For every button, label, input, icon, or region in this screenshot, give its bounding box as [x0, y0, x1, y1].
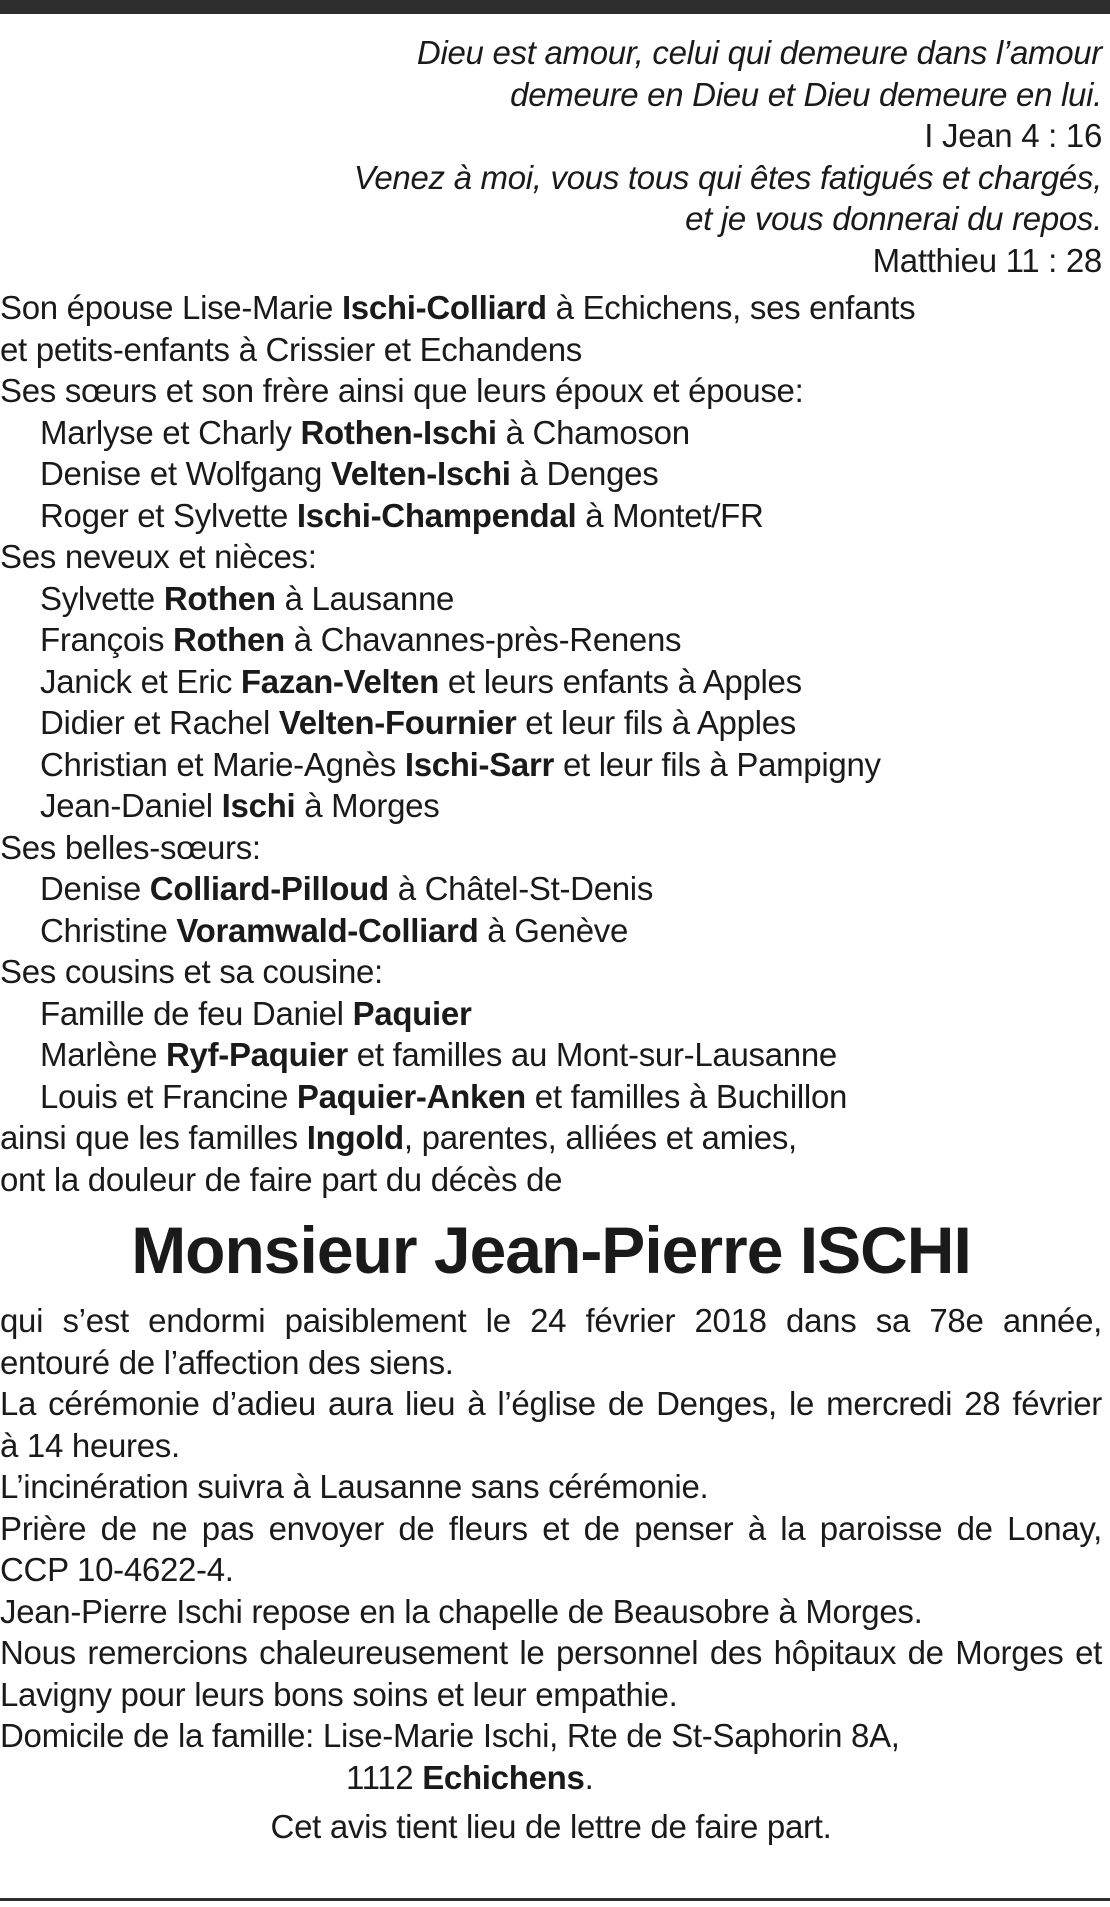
family-group-heading: Ses sœurs et son frère ainsi que leurs époux et épouse:: [0, 372, 804, 409]
detail-line: La cérémonie d’adieu aura lieu à l’église de Denges, le mercredi 28 février: [0, 1385, 1102, 1422]
bible-quote-1: [0, 32, 1102, 157]
detail-line: à 14 heures.: [0, 1426, 180, 1464]
obituary-notice: [0, 32, 1102, 1848]
top-border-bar: [0, 0, 1110, 14]
detail-line: CCP 10-4622-4.: [0, 1551, 234, 1588]
family-member: Roger et Sylvette Ischi-Champendal à Montet/FR: [40, 496, 764, 534]
family-line-children: et petits-enfants à Crissier et Echandens: [0, 330, 583, 368]
family-address-city: 1112 Echichens.: [346, 1758, 594, 1796]
family-line-others: ainsi que les familles Ingold, parentes, alliées et amies,: [0, 1119, 797, 1156]
detail-line: Nous remercions chaleureusement le personnel des hôpitaux de Morges et: [0, 1634, 1102, 1671]
detail-line: L’incinération suivra à Lausanne sans cérémonie.: [0, 1468, 709, 1505]
detail-line: Prière de ne pas envoyer de fleurs et de penser à la paroisse de Lonay,: [0, 1509, 1102, 1547]
quote-line: demeure en Dieu et Dieu demeure en lui.: [510, 75, 1102, 113]
family-member: Louis et Francine Paquier-Anken et familles à Buchillon: [40, 1077, 848, 1115]
closing-note: Cet avis tient lieu de lettre de faire part.: [270, 1808, 832, 1845]
family-member: Famille de feu Daniel Paquier: [40, 994, 472, 1032]
family-group-heading: Ses neveux et nièces:: [0, 538, 317, 575]
ceremony-details: [0, 1300, 1102, 1798]
detail-line: Jean-Pierre Ischi repose en la chapelle de Beausobre à Morges.: [0, 1592, 923, 1630]
family-address: Domicile de la famille: Lise-Marie Ischi, Rte de St-Saphorin 8A,: [0, 1717, 900, 1754]
announcement-line: ont la douleur de faire part du décès de: [0, 1160, 563, 1198]
family-group-heading: Ses belles-sœurs:: [0, 828, 261, 866]
quote-reference: I Jean 4 : 16: [924, 117, 1102, 154]
bible-quote-2: [0, 157, 1102, 282]
bottom-border-rule: [0, 1898, 1110, 1901]
quote-reference: Matthieu 11 : 28: [872, 241, 1102, 279]
family-member: Jean-Daniel Ischi à Morges: [40, 787, 440, 824]
family-member: Janick et Eric Fazan-Velten et leurs enfants à Apples: [40, 662, 802, 700]
family-group-heading: Ses cousins et sa cousine:: [0, 953, 383, 990]
detail-line: entouré de l’affection des siens.: [0, 1343, 454, 1381]
family-member: Sylvette Rothen à Lausanne: [40, 579, 455, 617]
deceased-name: Monsieur Jean-Pierre ISCHI: [131, 1213, 971, 1287]
family-member: Christine Voramwald-Colliard à Genève: [40, 911, 629, 949]
quote-line: Venez à moi, vous tous qui êtes fatigués et chargés,: [353, 158, 1102, 196]
family-member: Christian et Marie-Agnès Ischi-Sarr et leur fils à Pampigny: [40, 745, 881, 783]
family-member: Didier et Rachel Velten-Fournier et leur fils à Apples: [40, 704, 796, 741]
detail-line: qui s’est endormi paisiblement le 24 février 2018 dans sa 78e année,: [0, 1302, 1102, 1339]
family-member: Denise Colliard-Pilloud à Châtel-St-Denis: [40, 870, 654, 907]
detail-line: Lavigny pour leurs bons soins et leur empathie.: [0, 1675, 678, 1713]
family-line-spouse: Son épouse Lise-Marie Ischi-Colliard à Echichens, ses enfants: [0, 289, 916, 326]
family-member: Marlène Ryf-Paquier et familles au Mont-sur-Lausanne: [40, 1036, 837, 1073]
family-list: [0, 287, 1102, 1200]
family-member: François Rothen à Chavannes-près-Renens: [40, 621, 682, 658]
quote-line: et je vous donnerai du repos.: [685, 200, 1102, 237]
quote-line: Dieu est amour, celui qui demeure dans l’amour: [416, 34, 1102, 71]
family-member: Marlyse et Charly Rothen-Ischi à Chamoson: [40, 413, 690, 451]
family-member: Denise et Wolfgang Velten-Ischi à Denges: [40, 455, 659, 492]
